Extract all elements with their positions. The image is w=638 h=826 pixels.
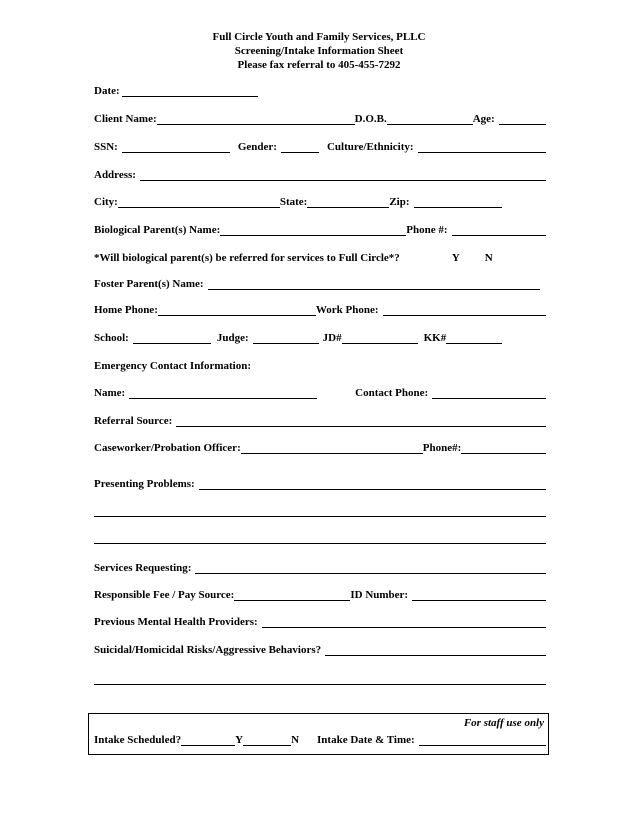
- work-phone-field[interactable]: [383, 304, 546, 316]
- caseworker-field[interactable]: [241, 442, 423, 454]
- intake-scheduled-label: Intake Scheduled?: [94, 734, 182, 746]
- age-label: Age:: [472, 113, 495, 125]
- phone2-field[interactable]: [461, 442, 546, 454]
- age-field[interactable]: [499, 113, 546, 125]
- prev-providers-label: Previous Mental Health Providers:: [94, 616, 258, 628]
- jd-label: JD#: [322, 332, 342, 344]
- intake-date-label: Intake Date & Time:: [317, 734, 415, 746]
- referred-question: *Will biological parent(s) be referred for services to Full Circle*?: [94, 252, 400, 264]
- foster-parent-field[interactable]: [208, 278, 540, 290]
- address-label: Address:: [94, 169, 136, 181]
- home-phone-label: Home Phone:: [94, 304, 158, 316]
- home-phone-field[interactable]: [158, 304, 316, 316]
- bio-parent-label: Biological Parent(s) Name:: [94, 224, 221, 236]
- form-header: [0, 30, 638, 72]
- row-school: [94, 329, 546, 345]
- dob-label: D.O.B.: [354, 113, 387, 125]
- gender-label: Gender:: [237, 141, 277, 153]
- contact-phone-label: Contact Phone:: [355, 387, 429, 399]
- risks-label: Suicidal/Homicidal Risks/Aggressive Behaviors?: [94, 644, 322, 656]
- staff-use-note: For staff use only: [463, 717, 544, 729]
- row-date: [94, 82, 546, 98]
- client-name-label: Client Name:: [94, 113, 157, 125]
- judge-field[interactable]: [253, 332, 319, 344]
- intake-scheduled-yes-field[interactable]: [181, 734, 235, 746]
- state-label: State:: [279, 196, 308, 208]
- school-label: School:: [94, 332, 129, 344]
- caseworker-label: Caseworker/Probation Officer:: [94, 442, 241, 454]
- emergency-heading: Emergency Contact Information:: [94, 360, 252, 372]
- referred-no[interactable]: N: [484, 252, 493, 264]
- city-label: City:: [94, 196, 118, 208]
- row-prev-providers: [94, 613, 546, 629]
- row-staff: [94, 731, 546, 747]
- row-fee: [94, 586, 546, 602]
- work-phone-label: Work Phone:: [315, 304, 379, 316]
- date-field[interactable]: [122, 85, 258, 97]
- org-name: Full Circle Youth and Family Services, PLLC: [212, 31, 426, 43]
- intake-no-label: N: [291, 734, 300, 746]
- phone-label: Phone #:: [406, 224, 448, 236]
- contact-phone-field[interactable]: [432, 387, 546, 399]
- fee-field[interactable]: [234, 589, 350, 601]
- row-emergency-contact: [94, 384, 546, 400]
- gender-field[interactable]: [281, 141, 319, 153]
- bio-parent-field[interactable]: [220, 224, 406, 236]
- row-foster-parent: [94, 275, 546, 291]
- form-title: Screening/Intake Information Sheet: [234, 45, 404, 57]
- row-caseworker: [94, 439, 546, 455]
- phone-field[interactable]: [452, 224, 546, 236]
- row-client: [94, 110, 546, 126]
- risks-field[interactable]: [325, 644, 546, 656]
- intake-yes-label: Y: [235, 734, 244, 746]
- jd-field[interactable]: [342, 332, 418, 344]
- name-field[interactable]: [129, 387, 317, 399]
- presenting-line-3[interactable]: [94, 543, 546, 544]
- fee-label: Responsible Fee / Pay Source:: [94, 589, 235, 601]
- id-number-label: ID Number:: [350, 589, 409, 601]
- address-field[interactable]: [140, 169, 546, 181]
- row-referral-question: [94, 249, 546, 265]
- presenting-field[interactable]: [199, 478, 546, 490]
- row-presenting: [94, 475, 546, 491]
- prev-providers-field[interactable]: [262, 616, 546, 628]
- culture-label: Culture/Ethnicity:: [326, 141, 414, 153]
- presenting-line-2[interactable]: [94, 516, 546, 517]
- city-field[interactable]: [118, 196, 280, 208]
- name-label: Name:: [94, 387, 126, 399]
- kk-label: KK#: [423, 332, 447, 344]
- services-field[interactable]: [195, 562, 546, 574]
- ssn-field[interactable]: [122, 141, 230, 153]
- row-city: [94, 193, 546, 209]
- row-phones: [94, 301, 546, 317]
- intake-scheduled-no-field[interactable]: [243, 734, 291, 746]
- row-referral-source: [94, 412, 546, 428]
- services-label: Services Requesting:: [94, 562, 192, 574]
- foster-parent-label: Foster Parent(s) Name:: [94, 278, 204, 290]
- presenting-label: Presenting Problems:: [94, 478, 195, 490]
- date-label: Date:: [94, 85, 120, 97]
- zip-label: Zip:: [389, 196, 410, 208]
- kk-field[interactable]: [446, 332, 502, 344]
- intake-date-field[interactable]: [419, 734, 546, 746]
- risks-line-2[interactable]: [94, 684, 546, 685]
- referral-source-field[interactable]: [176, 415, 546, 427]
- client-name-field[interactable]: [157, 113, 355, 125]
- ssn-label: SSN:: [94, 141, 118, 153]
- referred-yes[interactable]: Y: [451, 252, 460, 264]
- row-emergency: [94, 357, 546, 373]
- row-ssn: [94, 138, 546, 154]
- row-bio-parent: [94, 221, 546, 237]
- row-address: [94, 166, 546, 182]
- dob-field[interactable]: [387, 113, 473, 125]
- fax-instructions: Please fax referral to 405-455-7292: [237, 59, 401, 71]
- state-field[interactable]: [307, 196, 389, 208]
- judge-label: Judge:: [216, 332, 249, 344]
- zip-field[interactable]: [414, 196, 502, 208]
- school-field[interactable]: [133, 332, 211, 344]
- row-risks: [94, 641, 546, 657]
- referral-source-label: Referral Source:: [94, 415, 173, 427]
- id-number-field[interactable]: [412, 589, 546, 601]
- culture-field[interactable]: [418, 141, 546, 153]
- phone2-label: Phone#:: [422, 442, 462, 454]
- row-services: [94, 559, 546, 575]
